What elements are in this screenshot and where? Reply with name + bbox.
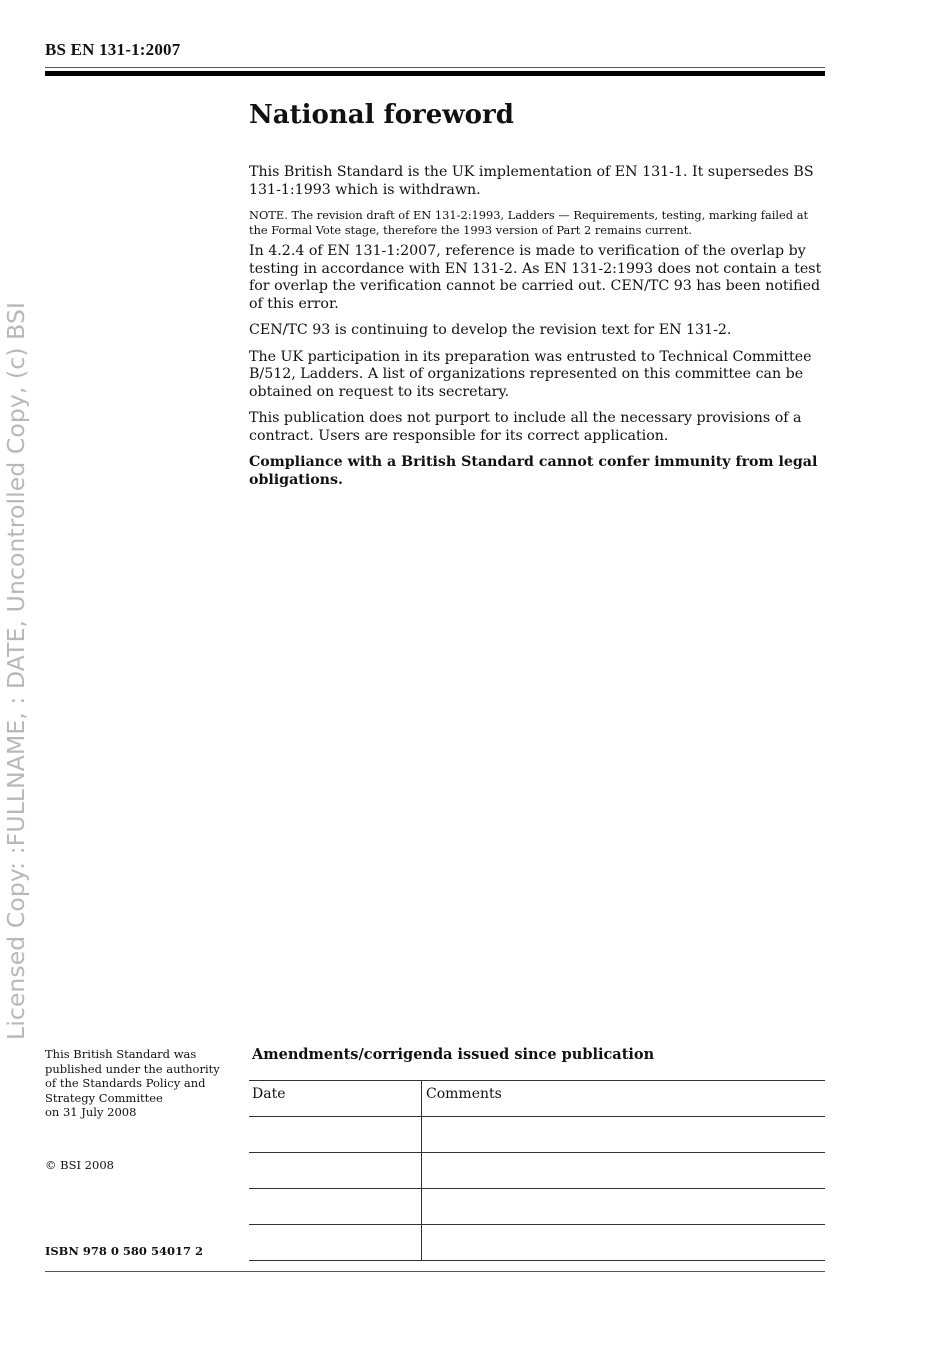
date-cell [249,1225,422,1260]
paragraph-note: NOTE. The revision draft of EN 131-2:1993, Ladders — Requirements, testing, marking failed at the Formal Vote stage, therefore the 1993 version of Part 2 remains current. [249,208,809,237]
paragraph-implementation: This British Standard is the UK implementation of EN 131-1. It supersedes BS 131-1:1993 which is withdrawn. [249,164,814,198]
amendments-header-row [249,1080,825,1116]
isbn: ISBN 978 0 580 54017 2 [45,1244,203,1258]
header-rule-thin [45,67,825,68]
foreword-body [249,164,824,498]
license-watermark: Licensed Copy: :FULLNAME, : DATE, Uncontrolled Copy, (c) BSI [2,301,30,1040]
comments-cell [422,1189,825,1224]
copyright-notice: © BSI 2008 [45,1158,114,1172]
column-header-date: Date [249,1081,422,1116]
authority-statement [45,1047,235,1120]
authority-line: Strategy Committee [45,1090,163,1105]
page-title: National foreword [249,100,514,130]
paragraph-participation: The UK participation in its preparation was entrusted to Technical Committee B/512, Ladders. A list of organizations represented on this committee can be obtained on request to its secretary. [249,348,812,400]
paragraph-provisions: This publication does not purport to include all the necessary provisions of a contract. Users are responsible for its correct application. [249,410,802,444]
authority-line: on 31 July 2008 [45,1105,137,1119]
date-cell [249,1153,422,1188]
table-row [249,1116,825,1152]
paragraph-overlap: In 4.2.4 of EN 131-1:2007, reference is made to verification of the overlap by testing in accordance with EN 131-2. As EN 131-2:1993 does not contain a test for overlap the verification cannot be carried out. CEN/TC 93 has been notified of this error. [249,243,822,312]
amendments-table [249,1080,825,1261]
amendments-title: Amendments/corrigenda issued since publication [252,1046,655,1063]
date-cell [249,1117,422,1152]
column-header-comments: Comments [426,1086,502,1102]
authority-line: of the Standards Policy and [45,1076,206,1090]
table-row [249,1152,825,1188]
header-doc-code: BS EN 131-1:2007 [45,40,181,59]
authority-line: This British Standard was [45,1047,197,1061]
footer-rule [45,1271,825,1272]
comments-cell [422,1225,825,1260]
comments-cell [422,1153,825,1188]
paragraph-revision: CEN/TC 93 is continuing to develop the revision text for EN 131-2. [249,322,732,338]
date-cell [249,1189,422,1224]
comments-cell [422,1117,825,1152]
header-rule-thick [45,71,825,76]
authority-line: published under the authority [45,1061,220,1076]
table-row [249,1224,825,1261]
paragraph-compliance: Compliance with a British Standard cannot confer immunity from legal obligations. [249,454,818,488]
table-row [249,1188,825,1224]
